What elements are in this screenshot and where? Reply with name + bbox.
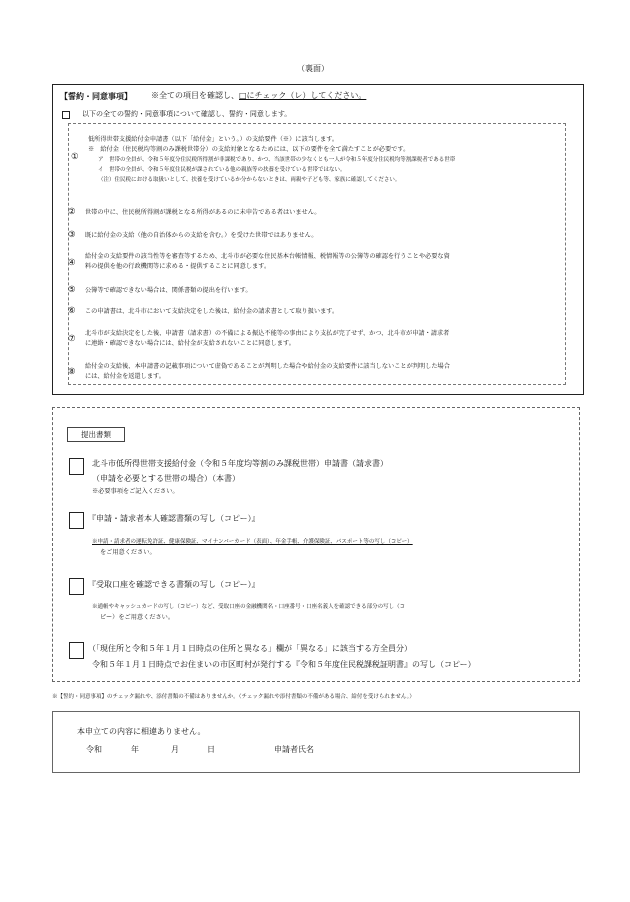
pledge-item-text: イ 世帯の全員が、令和５年度住民税が課されている他の親族等の扶養を受けている世帯ではない。 <box>98 167 346 173</box>
pledge-item-text: 北斗市が支給決定をした後、申請書（請求書）の不備による振込不能等の事由により支払が完了せず、かつ、北斗市が申請・請求者 <box>85 330 450 337</box>
document-note: ※通帳やキャッシュカードの写し（コピー）など、受取口座の金融機関名・口座番号・口座名義人を確認できる部分の写し（コ <box>92 604 406 610</box>
pledge-item-text: 料の提供を他の行政機関等に求める・提供することに同意します。 <box>85 263 271 270</box>
pledge-item-number: ⑧ <box>68 367 76 377</box>
documents-heading: 提出書類 <box>67 427 125 442</box>
applicant-name-label: 申請者氏名 <box>274 745 314 754</box>
pledge-item-text: この申請書は、北斗市において支給決定をした後は、給付金の請求書として取り扱います。 <box>85 308 339 315</box>
pledge-heading: 【誓約・同意事項】 <box>60 91 132 101</box>
pledge-item-text: 低所得世帯支援給付金申請書（以下「給付金」という。）の支給要件（※）に該当します。 <box>88 136 339 143</box>
document-checkbox[interactable] <box>69 512 84 529</box>
pledge-item-text: 公簿等で確認できない場合は、関係書類の提出を行います。 <box>85 287 252 294</box>
document-title: （「現住所と令和５年１月１日時点の住所と異なる」欄が「異なる」に該当する方全員分） <box>88 644 412 653</box>
pledge-item-text: 給付金の支給要件の該当性等を審査等するため、北斗市が必要な住民基本台帳情報、税情報等の公簿等の確認を行うことや必要な資 <box>85 253 450 260</box>
document-note: ※必要事項をご記入ください。 <box>92 488 179 495</box>
pledge-item-number: ⑤ <box>68 285 76 295</box>
pledge-item-number: ③ <box>68 230 76 240</box>
document-title: 令和５年１月１日時点でお住まいの市区町村が発行する『令和５年度住民税課税証明書』の写し（コピー） <box>92 660 476 669</box>
document-checkbox[interactable] <box>69 578 84 595</box>
footnote: ※【誓約・同意事項】のチェック漏れや、添付書類の不備はありませんか。（チェック漏れや添付書類の不備がある場合、給付を受けられません。） <box>52 694 415 700</box>
date-year: 年 <box>131 745 139 754</box>
pledge-item-text: ア 世帯の全員が、令和５年度分住民税所得割が非課税であり、かつ、当該世帯の少なくとも一人が令和５年度分住民税均等割課税者である世帯 <box>98 157 456 163</box>
declaration-section <box>52 711 580 773</box>
pledge-item-text: ※ 給付金（住民税均等割のみ課税世帯分）の支給対象となるためには、以下の要件を全て満たすことが必要です。 <box>88 146 410 153</box>
pledge-item-text: に連絡・確認できない場合には、給付金が支給されないことに同意します。 <box>85 340 295 347</box>
pledge-item-text: には、給付金を返還します。 <box>85 373 165 380</box>
pledge-item-number: ① <box>71 152 79 162</box>
document-title: 『申請・請求者本人確認書類の写し（コピー）』 <box>88 514 260 523</box>
declaration-statement: 本申立ての内容に相違ありません。 <box>77 727 206 736</box>
date-month: 月 <box>171 745 179 754</box>
pledge-item-text: 既に給付金の支給（他の自治体からの支給を含む。）を受けた世帯ではありません。 <box>85 232 318 239</box>
agree-all-checkbox[interactable] <box>62 111 70 119</box>
document-note: をご用意ください。 <box>100 549 156 556</box>
document-note: ピー）をご用意ください。 <box>100 614 175 621</box>
agree-all-label: 以下の全ての誓約・同意事項について確認し、誓約・同意します。 <box>82 110 292 118</box>
pledge-item-text: （注）住民税における取扱いとして、扶養を受けているか分からないときは、両親や子ども等、家族に確認してください。 <box>98 177 401 183</box>
document-title: 北斗市低所得世帯支援給付金（令和５年度均等割のみ課税世帯）申請書（請求書） <box>92 459 388 468</box>
pledge-instruction-box: □にチェック（レ）してください。 <box>239 91 367 100</box>
pledge-item-number: ② <box>68 207 76 217</box>
document-title: 『受取口座を確認できる書類の写し（コピー）』 <box>88 580 260 589</box>
document-title: （申請を必要とする世帯の場合）（本書） <box>92 474 240 483</box>
page-label: （裏面） <box>297 64 329 73</box>
date-era: 令和 <box>86 745 102 754</box>
date-day: 日 <box>207 745 215 754</box>
document-checkbox[interactable] <box>69 642 84 659</box>
pledge-item-number: ⑥ <box>68 306 76 316</box>
pledge-item-number: ⑦ <box>68 334 76 344</box>
document-note: ※申請・請求者の運転免許証、健康保険証、マイナンバーカード（表面）、年金手帳、介護保険証、パスポート等の写し（コピー） <box>92 539 413 545</box>
pledge-instruction: ※全ての項目を確認し、□にチェック（レ）してください。 <box>151 91 367 100</box>
document-checkbox[interactable] <box>69 458 84 475</box>
pledge-item-text: 世帯の中に、住民税所得割が課税となる所得があるのに未申告である者はいません。 <box>85 209 321 216</box>
pledge-item-number: ④ <box>68 258 76 268</box>
pledge-item-text: 給付金の支給後、本申請書の記載事項について虚偽であることが判明した場合や給付金の支給要件に該当しないことが判明した場合 <box>85 363 450 370</box>
